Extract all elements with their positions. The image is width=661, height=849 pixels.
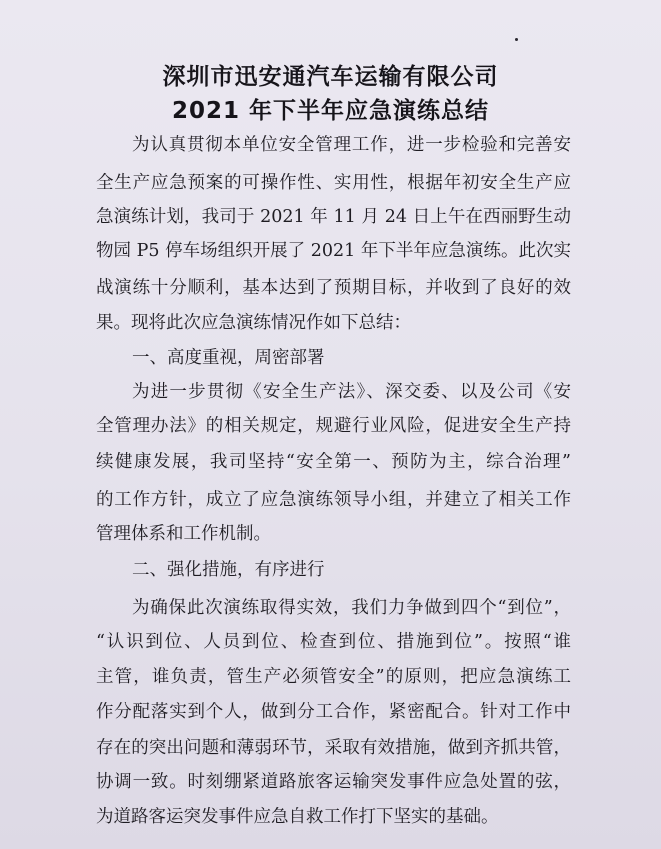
paragraph-3-line: 为确保此次演练取得实效，我们力争做到四个“到位”，	[132, 598, 571, 618]
paragraph-2-line: 续健康发展，我司坚持“安全第一、预防为主，综合治理”	[96, 452, 571, 472]
paragraph-2-line: 管理体系和工作机制。	[96, 524, 271, 544]
paragraph-2-line: 全管理办法》的相关规定，规避行业风险，促进安全生产持	[96, 416, 571, 436]
paragraph-3-line: 作分配落实到个人，做到分工合作，紧密配合。针对工作中	[96, 702, 571, 722]
paragraph-1-line: 物园 P5 停车场组织开展了 2021 年下半年应急演练。此次实	[96, 241, 571, 261]
paragraph-3-line: 为道路客运突发事件应急自救工作打下坚实的基础。	[96, 807, 499, 827]
paragraph-1-line: 为认真贯彻本单位安全管理工作，进一步检验和完善安	[132, 135, 571, 155]
paragraph-1-line: 果。现将此次应急演练情况作如下总结：	[96, 313, 411, 333]
paragraph-2-line: 的工作方针，成立了应急演练领导小组，并建立了相关工作	[96, 490, 571, 510]
document-title-report: 2021 年下半年应急演练总结	[171, 98, 490, 124]
section-heading-1: 一、高度重视，周密部署	[132, 348, 325, 368]
paragraph-1-line: 战演练十分顺利，基本达到了预期目标，并收到了良好的效	[96, 278, 571, 298]
paragraph-3-line: “认识到位、人员到位、检查到位、措施到位”。按照“谁	[96, 632, 571, 652]
section-heading-2: 二、强化措施，有序进行	[132, 560, 325, 580]
paragraph-3-line: 主管，谁负责，管生产必须管安全”的原则，把应急演练工	[96, 667, 571, 687]
paragraph-1-line: 全生产应急预案的可操作性、实用性，根据年初安全生产应	[96, 173, 571, 193]
paragraph-2-line: 为进一步贯彻《安全生产法》、深交委、以及公司《安	[132, 382, 571, 402]
paper-speck	[515, 38, 518, 41]
paragraph-1-line: 急演练计划，我司于 2021 年 11 月 24 日上午在西丽野生动	[96, 207, 571, 227]
paragraph-3-line: 协调一致。时刻绷紧道路旅客运输突发事件应急处置的弦，	[96, 772, 571, 792]
document-title-company: 深圳市迅安通汽车运输有限公司	[162, 64, 499, 90]
paragraph-3-line: 存在的突出问题和薄弱环节，采取有效措施，做到齐抓共管，	[96, 738, 571, 758]
